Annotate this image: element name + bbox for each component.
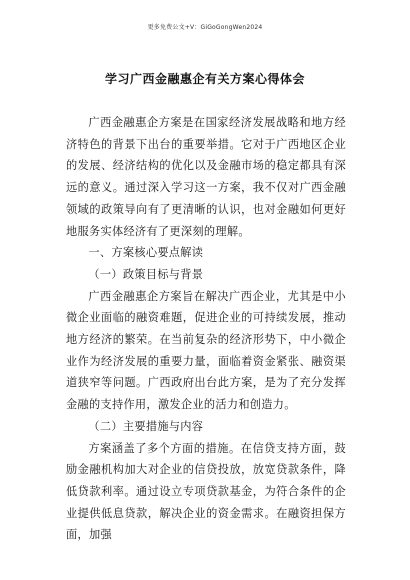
document-body [66,112,346,546]
body-paragraph-1: 广西金融惠企方案旨在解决广西企业，尤其是中小微企业面临的融资难题，促进企业的可持续发展，推动地方经济的繁荣。在当前复杂的经济形势下，中小微企业作为经济发展的重要力量，面临着资金紧张、融资渠道狭窄等问题。广西政府出台此方案，是为了充分发挥金融的支持作用，激发企业的活力和创造力。 [66,289,346,412]
subsection-heading-1: （一）政策目标与背景 [88,267,204,281]
intro-paragraph: 广西金融惠企方案是在国家经济发展战略和地方经济特色的背景下出台的重要举措。它对于广西地区企业的发展、经济结构的优化以及金融市场的稳定都具有深远的意义。通过深入学习这一方案，我不仅对广西金融领域的政策导向有了更清晰的认识，也对金融如何更好地服务实体经济有了更深刻的理解。 [66,116,346,238]
body-paragraph-2: 方案涵盖了多个方面的措施。在信贷支持方面，鼓励金融机构加大对企业的信贷投放，放宽贷款条件，降低贷款利率。通过设立专项贷款基金，为符合条件的企业提供低息贷款，解决企业的资金需求。在融资担保方面，加强 [66,441,346,542]
header-note: 更多免费公文+V：GiGoGongWen2024 [147,24,263,31]
document-title: 学习广西金融惠企有关方案心得体会 [104,72,305,86]
subsection-heading-2: （二）主要措施与内容 [88,419,204,433]
section-heading-1: 一、方案核心要点解读 [88,246,204,260]
